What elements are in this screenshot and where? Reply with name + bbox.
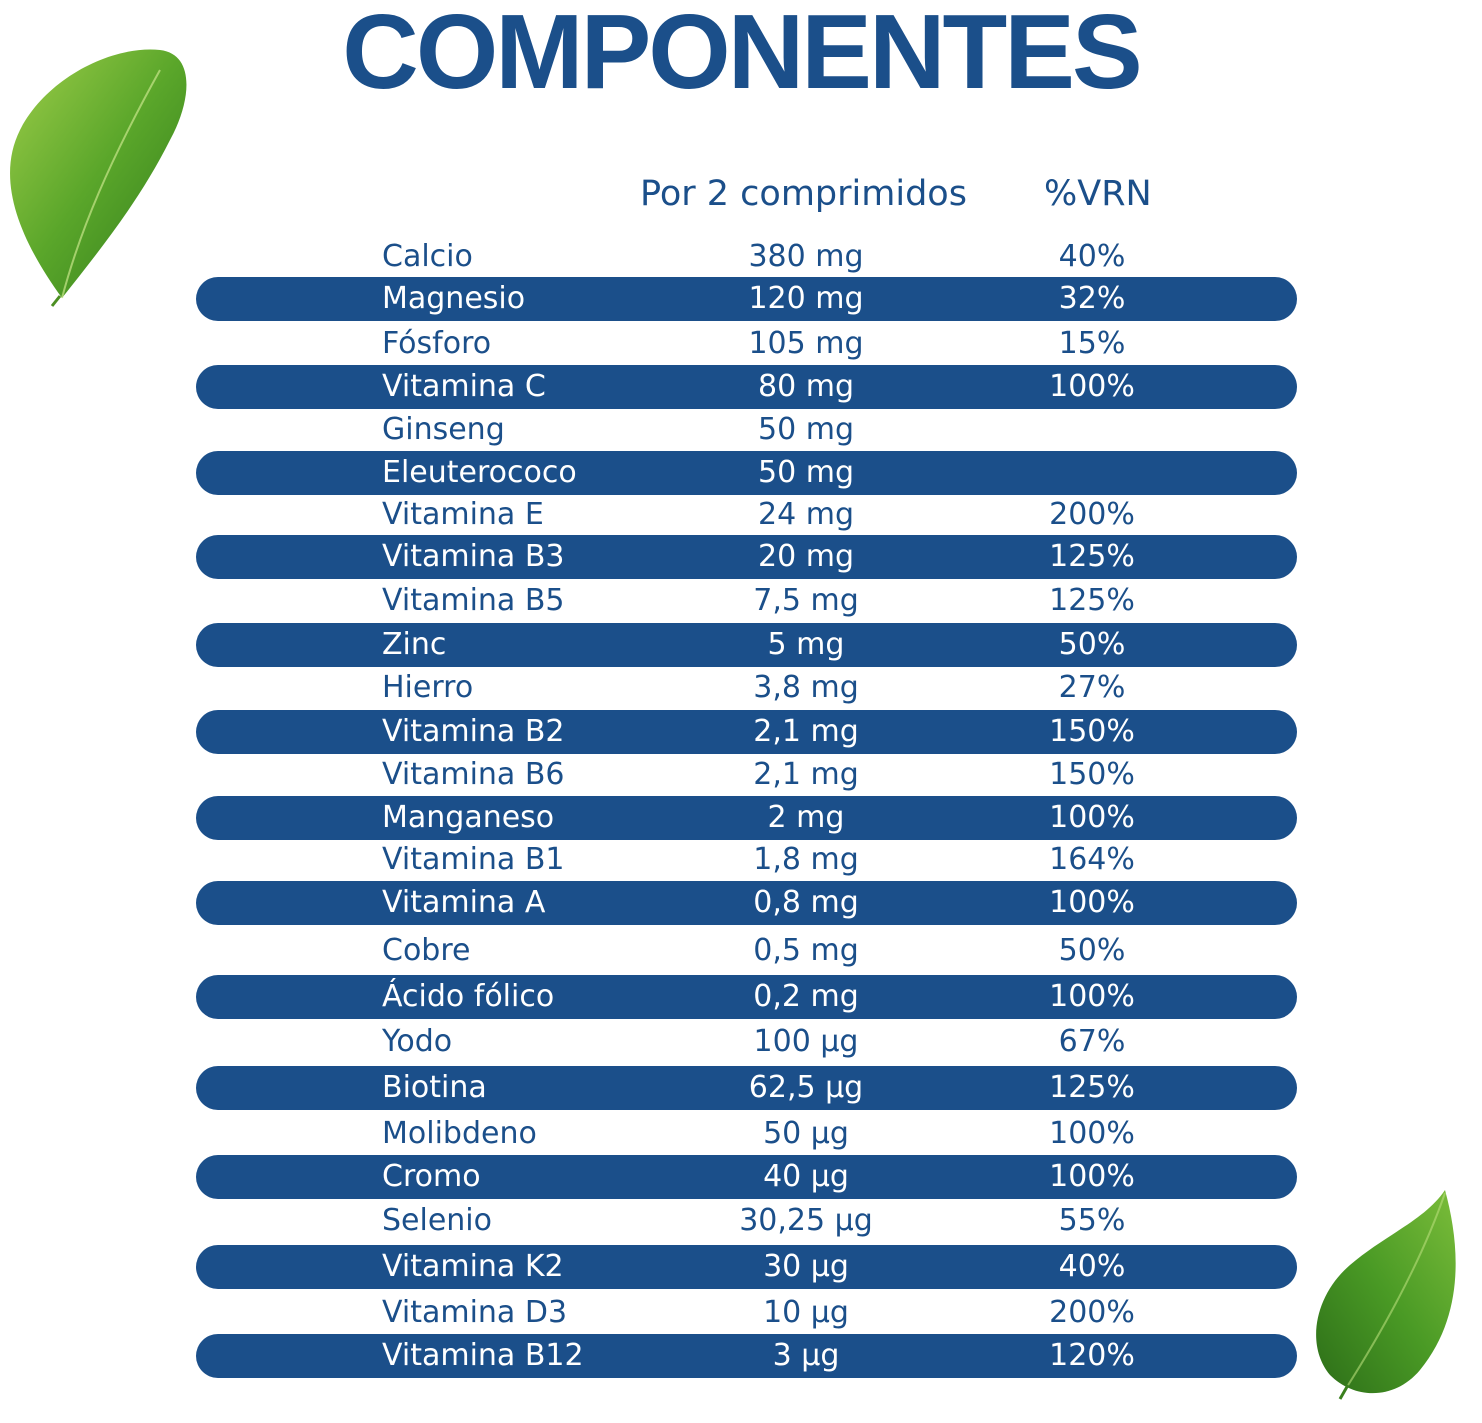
table-row bbox=[196, 975, 1297, 1019]
nutrient-amount: 50 mg bbox=[758, 412, 854, 447]
nutrient-vrn: 100% bbox=[1049, 1159, 1135, 1194]
nutrient-name: Vitamina E bbox=[382, 497, 544, 532]
table-row bbox=[196, 235, 1297, 279]
nutrient-name: Calcio bbox=[382, 239, 473, 274]
nutrient-amount: 80 mg bbox=[758, 369, 854, 404]
nutrient-name: Cromo bbox=[382, 1159, 481, 1194]
nutrient-name: Vitamina K2 bbox=[382, 1249, 564, 1284]
nutrient-name: Vitamina B6 bbox=[382, 757, 565, 792]
nutrient-name: Vitamina A bbox=[382, 885, 546, 920]
nutrient-amount: 62,5 µg bbox=[748, 1070, 864, 1105]
nutrient-name: Selenio bbox=[382, 1203, 492, 1238]
table-row bbox=[196, 1291, 1297, 1335]
nutrient-amount: 20 mg bbox=[758, 539, 854, 574]
nutrient-amount: 0,8 mg bbox=[753, 885, 859, 920]
column-header-amount: Por 2 comprimidos bbox=[640, 174, 967, 214]
nutrient-amount: 7,5 mg bbox=[753, 583, 859, 618]
nutrient-amount: 50 µg bbox=[763, 1116, 849, 1151]
table-row bbox=[196, 796, 1297, 840]
nutrient-amount: 0,2 mg bbox=[753, 979, 859, 1014]
nutrient-amount: 2 mg bbox=[767, 800, 845, 835]
nutrient-vrn: 100% bbox=[1049, 369, 1135, 404]
table-row bbox=[196, 277, 1297, 321]
nutrient-name: Vitamina B3 bbox=[382, 539, 565, 574]
nutrient-name: Fósforo bbox=[382, 326, 492, 361]
table-row bbox=[196, 666, 1297, 710]
nutrient-name: Vitamina B1 bbox=[382, 842, 565, 877]
nutrient-vrn: 40% bbox=[1058, 1249, 1126, 1284]
nutrient-amount: 1,8 mg bbox=[753, 842, 859, 877]
nutrient-name: Vitamina D3 bbox=[382, 1295, 568, 1330]
nutrient-vrn: 32% bbox=[1058, 281, 1126, 316]
table-row bbox=[196, 322, 1297, 366]
nutrient-vrn: 164% bbox=[1049, 842, 1135, 877]
nutrient-vrn: 200% bbox=[1049, 497, 1135, 532]
nutrient-name: Manganeso bbox=[382, 800, 555, 835]
nutrient-name: Biotina bbox=[382, 1070, 487, 1105]
table-row bbox=[196, 1112, 1297, 1156]
nutrient-vrn: 67% bbox=[1058, 1024, 1126, 1059]
nutrient-amount: 0,5 mg bbox=[753, 933, 859, 968]
nutrient-name: Cobre bbox=[382, 933, 471, 968]
table-row bbox=[196, 710, 1297, 754]
nutrient-vrn: 125% bbox=[1049, 1070, 1135, 1105]
nutrient-vrn: 100% bbox=[1049, 885, 1135, 920]
table-row bbox=[196, 493, 1297, 537]
table-row bbox=[196, 535, 1297, 579]
table-row bbox=[196, 1334, 1297, 1378]
table-row bbox=[196, 1155, 1297, 1199]
table-row bbox=[196, 1020, 1297, 1064]
table-row bbox=[196, 1245, 1297, 1289]
nutrient-amount: 2,1 mg bbox=[753, 757, 859, 792]
nutrient-vrn: 40% bbox=[1058, 239, 1126, 274]
nutrient-vrn: 55% bbox=[1058, 1203, 1126, 1238]
nutrient-amount: 3,8 mg bbox=[753, 670, 859, 705]
nutrient-name: Zinc bbox=[382, 627, 447, 662]
nutrient-name: Vitamina B5 bbox=[382, 583, 565, 618]
nutrient-amount: 24 mg bbox=[758, 497, 854, 532]
nutrient-name: Vitamina B12 bbox=[382, 1338, 584, 1373]
table-row bbox=[196, 838, 1297, 882]
nutrient-amount: 10 µg bbox=[763, 1295, 849, 1330]
table-row bbox=[196, 929, 1297, 973]
nutrient-amount: 50 mg bbox=[758, 455, 854, 490]
nutrient-vrn: 150% bbox=[1049, 714, 1135, 749]
nutrient-vrn: 120% bbox=[1049, 1338, 1135, 1373]
nutrient-amount: 2,1 mg bbox=[753, 714, 859, 749]
nutrient-vrn: 150% bbox=[1049, 757, 1135, 792]
nutrient-vrn: 200% bbox=[1049, 1295, 1135, 1330]
nutrient-amount: 105 mg bbox=[748, 326, 864, 361]
nutrient-vrn: 100% bbox=[1049, 800, 1135, 835]
nutrient-amount: 3 µg bbox=[772, 1338, 840, 1373]
nutrient-amount: 380 mg bbox=[748, 239, 864, 274]
nutrient-amount: 100 µg bbox=[753, 1024, 859, 1059]
table-row bbox=[196, 753, 1297, 797]
nutrient-name: Vitamina B2 bbox=[382, 714, 565, 749]
nutrient-name: Magnesio bbox=[382, 281, 526, 316]
table-row bbox=[196, 881, 1297, 925]
nutrient-vrn: 125% bbox=[1049, 583, 1135, 618]
table-row bbox=[196, 1199, 1297, 1243]
nutrient-name: Molibdeno bbox=[382, 1116, 537, 1151]
table-row bbox=[196, 451, 1297, 495]
nutrient-vrn: 125% bbox=[1049, 539, 1135, 574]
nutrient-vrn: 50% bbox=[1058, 933, 1126, 968]
nutrient-vrn: 15% bbox=[1058, 326, 1126, 361]
nutrient-name: Vitamina C bbox=[382, 369, 546, 404]
nutrient-amount: 120 mg bbox=[748, 281, 864, 316]
nutrient-amount: 5 mg bbox=[767, 627, 845, 662]
table-row bbox=[196, 408, 1297, 452]
column-header-vrn: %VRN bbox=[1044, 174, 1152, 214]
nutrient-vrn: 27% bbox=[1058, 670, 1126, 705]
nutrient-vrn: 100% bbox=[1049, 1116, 1135, 1151]
table-row bbox=[196, 1066, 1297, 1110]
nutrient-name: Yodo bbox=[382, 1024, 453, 1059]
nutrient-amount: 30 µg bbox=[763, 1249, 849, 1284]
table-row bbox=[196, 623, 1297, 667]
nutrient-name: Ácido fólico bbox=[382, 979, 555, 1014]
nutrient-name: Hierro bbox=[382, 670, 474, 705]
nutrient-vrn: 100% bbox=[1049, 979, 1135, 1014]
table-row bbox=[196, 365, 1297, 409]
nutrient-amount: 40 µg bbox=[763, 1159, 849, 1194]
nutrient-name: Eleuterococo bbox=[382, 455, 577, 490]
nutrient-name: Ginseng bbox=[382, 412, 505, 447]
table-row bbox=[196, 579, 1297, 623]
nutrient-amount: 30,25 µg bbox=[739, 1203, 873, 1238]
nutrient-vrn: 50% bbox=[1058, 627, 1126, 662]
page-title: COMPONENTES bbox=[342, 0, 1140, 111]
